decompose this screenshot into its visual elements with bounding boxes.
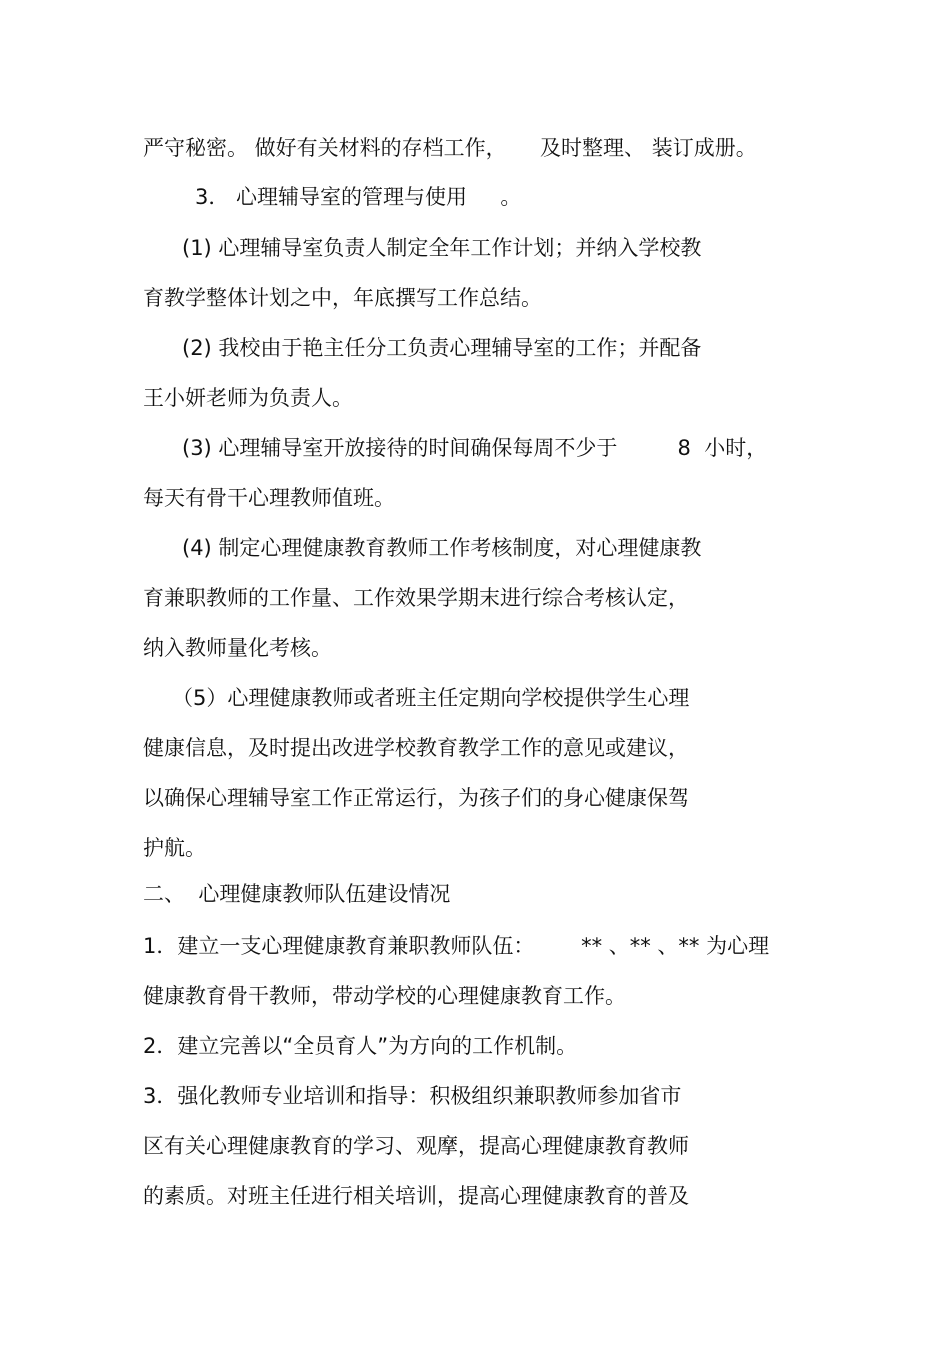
text-line: 纳入教师量化考核。 (143, 636, 332, 660)
section-heading: 3． 心理辅导室的管理与使用 。 (195, 185, 522, 209)
text-line: (1) 心理辅导室负责人制定全年工作计划；并纳入学校教 (182, 236, 702, 260)
text-line: 1．建立一支心理健康教育兼职教师队伍： ** 、** 、** 为心理 (143, 934, 770, 958)
text-line: (4) 制定心理健康教育教师工作考核制度，对心理健康教 (182, 536, 702, 560)
text-line: 区有关心理健康教育的学习、观摩，提高心理健康教育教师 (143, 1134, 689, 1158)
text-line: 的素质。对班主任进行相关培训，提高心理健康教育的普及 (143, 1184, 689, 1208)
text-line: 育兼职教师的工作量、工作效果学期末进行综合考核认定， (143, 586, 689, 610)
text-line: 严守秘密。 做好有关材料的存档工作， 及时整理、 装订成册。 (143, 136, 757, 160)
text-line: 护航。 (143, 836, 206, 860)
text-line: 以确保心理辅导室工作正常运行，为孩子们的身心健康保驾 (143, 786, 689, 810)
text-line: (3) 心理辅导室开放接待的时间确保每周不少于 8 小时， (182, 436, 768, 460)
text-line: 3．强化教师专业培训和指导：积极组织兼职教师参加省市 (143, 1084, 682, 1108)
text-line: 育教学整体计划之中，年底撰写工作总结。 (143, 286, 542, 310)
text-line: 健康教育骨干教师，带动学校的心理健康教育工作。 (143, 984, 626, 1008)
text-line: (2) 我校由于艳主任分工负责心理辅导室的工作；并配备 (182, 336, 702, 360)
text-line: 2．建立完善以“全员育人”为方向的工作机制。 (143, 1034, 578, 1058)
text-line: 健康信息，及时提出改进学校教育教学工作的意见或建议， (143, 736, 689, 760)
text-line: （5）心理健康教师或者班主任定期向学校提供学生心理 (172, 686, 690, 710)
section-heading: 二、 心理健康教师队伍建设情况 (143, 882, 451, 906)
text-line: 王小妍老师为负责人。 (143, 386, 353, 410)
text-line: 每天有骨干心理教师值班。 (143, 486, 395, 510)
